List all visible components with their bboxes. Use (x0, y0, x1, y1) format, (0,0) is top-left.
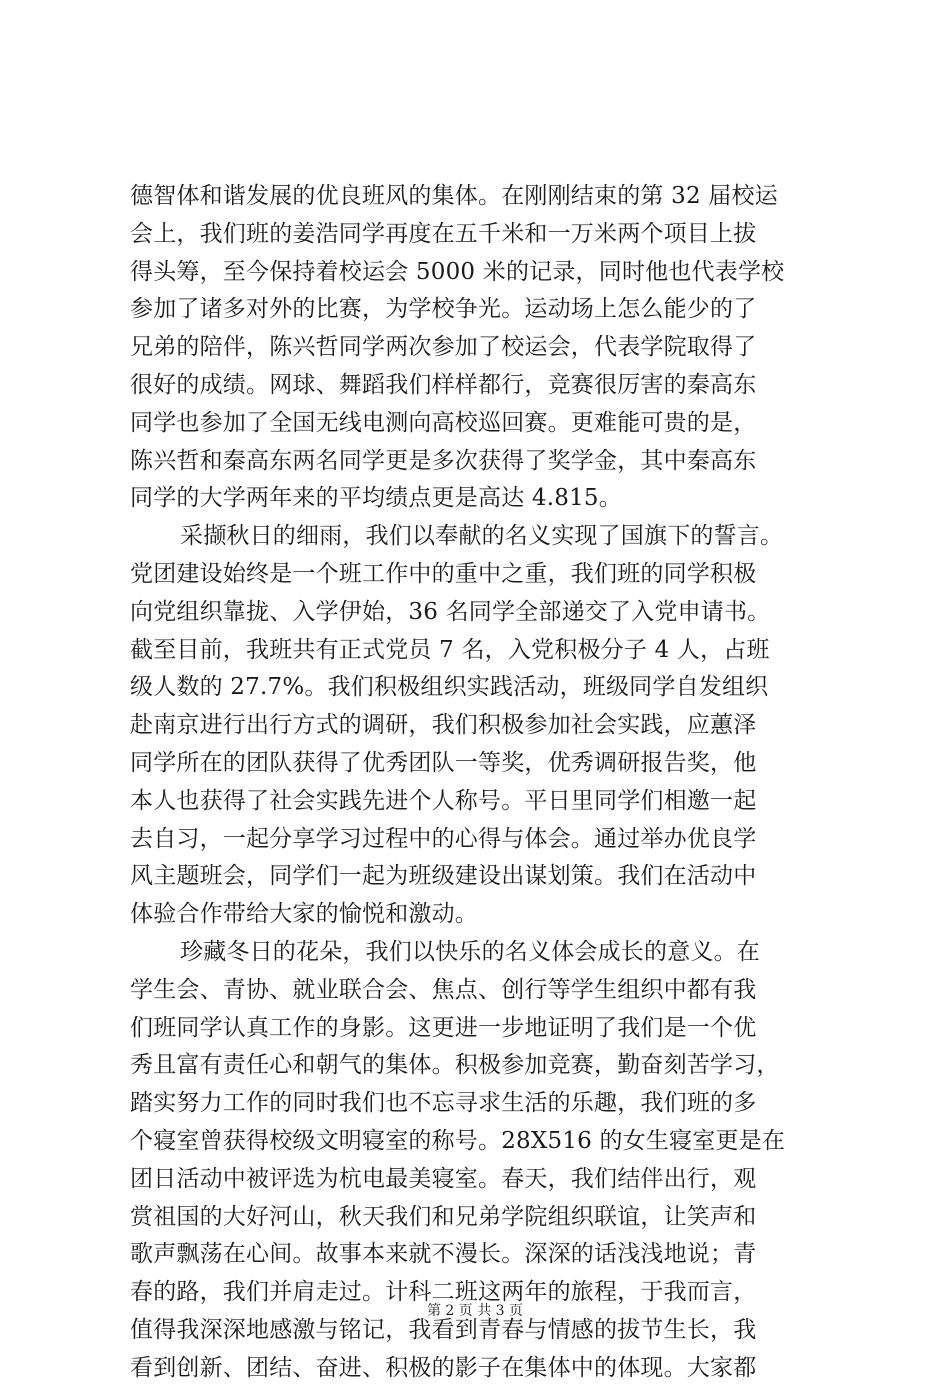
text-line: 同学也参加了全国无线电测向高校巡回赛。更难能可贵的是， (130, 409, 757, 436)
text-line: 赏祖国的大好河山，秋天我们和兄弟学院组织联谊，让笑声和 (130, 1203, 757, 1230)
text-line: 春的路，我们并肩走过。计科二班这两年的旅程，于我而言， (130, 1279, 757, 1306)
text-line: 看到创新、团结、奋进、积极的影子在集体中的体现。大家都 (130, 1354, 757, 1381)
text-line: 秀且富有责任心和朝气的集体。积极参加竞赛，勤奋刻苦学习， (130, 1052, 780, 1079)
text-line: 级人数的 27.7%。我们积极组织实践活动，班级同学自发组织 (130, 674, 769, 701)
text-line: 很好的成绩。网球、舞蹈我们样样都行，竞赛很厉害的秦高东 (130, 371, 757, 398)
text-line: 体验合作带给大家的愉悦和激动。 (130, 901, 478, 928)
text-line: 们班同学认真工作的身影。这更进一步地证明了我们是一个优 (130, 1014, 757, 1041)
document-body (130, 178, 836, 1388)
text-line: 兄弟的陪伴，陈兴哲同学两次参加了校运会，代表学院取得了 (130, 334, 757, 361)
text-line: 同学所在的团队获得了优秀团队一等奖，优秀调研报告奖，他 (130, 749, 757, 776)
text-line: 向党组织靠拢、入学伊始，36 名同学全部递交了入党申请书。 (130, 598, 771, 625)
text-line: 赴南京进行出行方式的调研，我们积极参加社会实践，应蕙泽 (130, 712, 757, 739)
text-line: 同学的大学两年来的平均绩点更是高达 4.815。 (130, 485, 622, 512)
text-line: 值得我深深地感激与铭记，我看到青春与情感的拔节生长，我 (130, 1316, 757, 1343)
page-footer: 第 2 页 共 3 页 (426, 1303, 524, 1319)
text-line: 得头筹，至今保持着校运会 5000 米的记录，同时他也代表学校 (130, 258, 785, 285)
text-line: 踏实努力工作的同时我们也不忘寻求生活的乐趣，我们班的多 (130, 1090, 757, 1117)
text-line: 个寝室曾获得校级文明寝室的称号。28X516 的女生寝室更是在 (130, 1127, 786, 1154)
text-line: 截至目前，我班共有正式党员 7 名，入党积极分子 4 人，占班 (130, 636, 770, 663)
text-line: 参加了诸多对外的比赛，为学校争光。运动场上怎么能少的了 (130, 296, 757, 323)
paragraph-first-line: 采撷秋日的细雨，我们以奉献的名义实现了国旗下的誓言。 (180, 523, 784, 550)
text-line: 会上，我们班的姜浩同学再度在五千米和一万米两个项目上拔 (130, 220, 757, 247)
text-line: 歌声飘荡在心间。故事本来就不漫长。深深的话浅浅地说；青 (130, 1241, 757, 1268)
text-line: 风主题班会，同学们一起为班级建设出谋划策。我们在活动中 (130, 863, 757, 890)
text-line: 本人也获得了社会实践先进个人称号。平日里同学们相邀一起 (130, 787, 757, 814)
text-line: 团日活动中被评选为杭电最美寝室。春天，我们结伴出行，观 (130, 1165, 757, 1192)
paragraph-first-line: 珍藏冬日的花朵，我们以快乐的名义体会成长的意义。在 (180, 938, 760, 965)
text-line: 党团建设始终是一个班工作中的重中之重，我们班的同学积极 (130, 560, 757, 587)
text-line: 去自习，一起分享学习过程中的心得与体会。通过举办优良学 (130, 825, 757, 852)
text-line: 学生会、青协、就业联合会、焦点、创行等学生组织中都有我 (130, 976, 757, 1003)
text-line: 德智体和谐发展的优良班风的集体。在刚刚结束的第 32 届校运 (130, 183, 778, 209)
text-line: 陈兴哲和秦高东两名同学更是多次获得了奖学金，其中秦高东 (130, 447, 757, 474)
